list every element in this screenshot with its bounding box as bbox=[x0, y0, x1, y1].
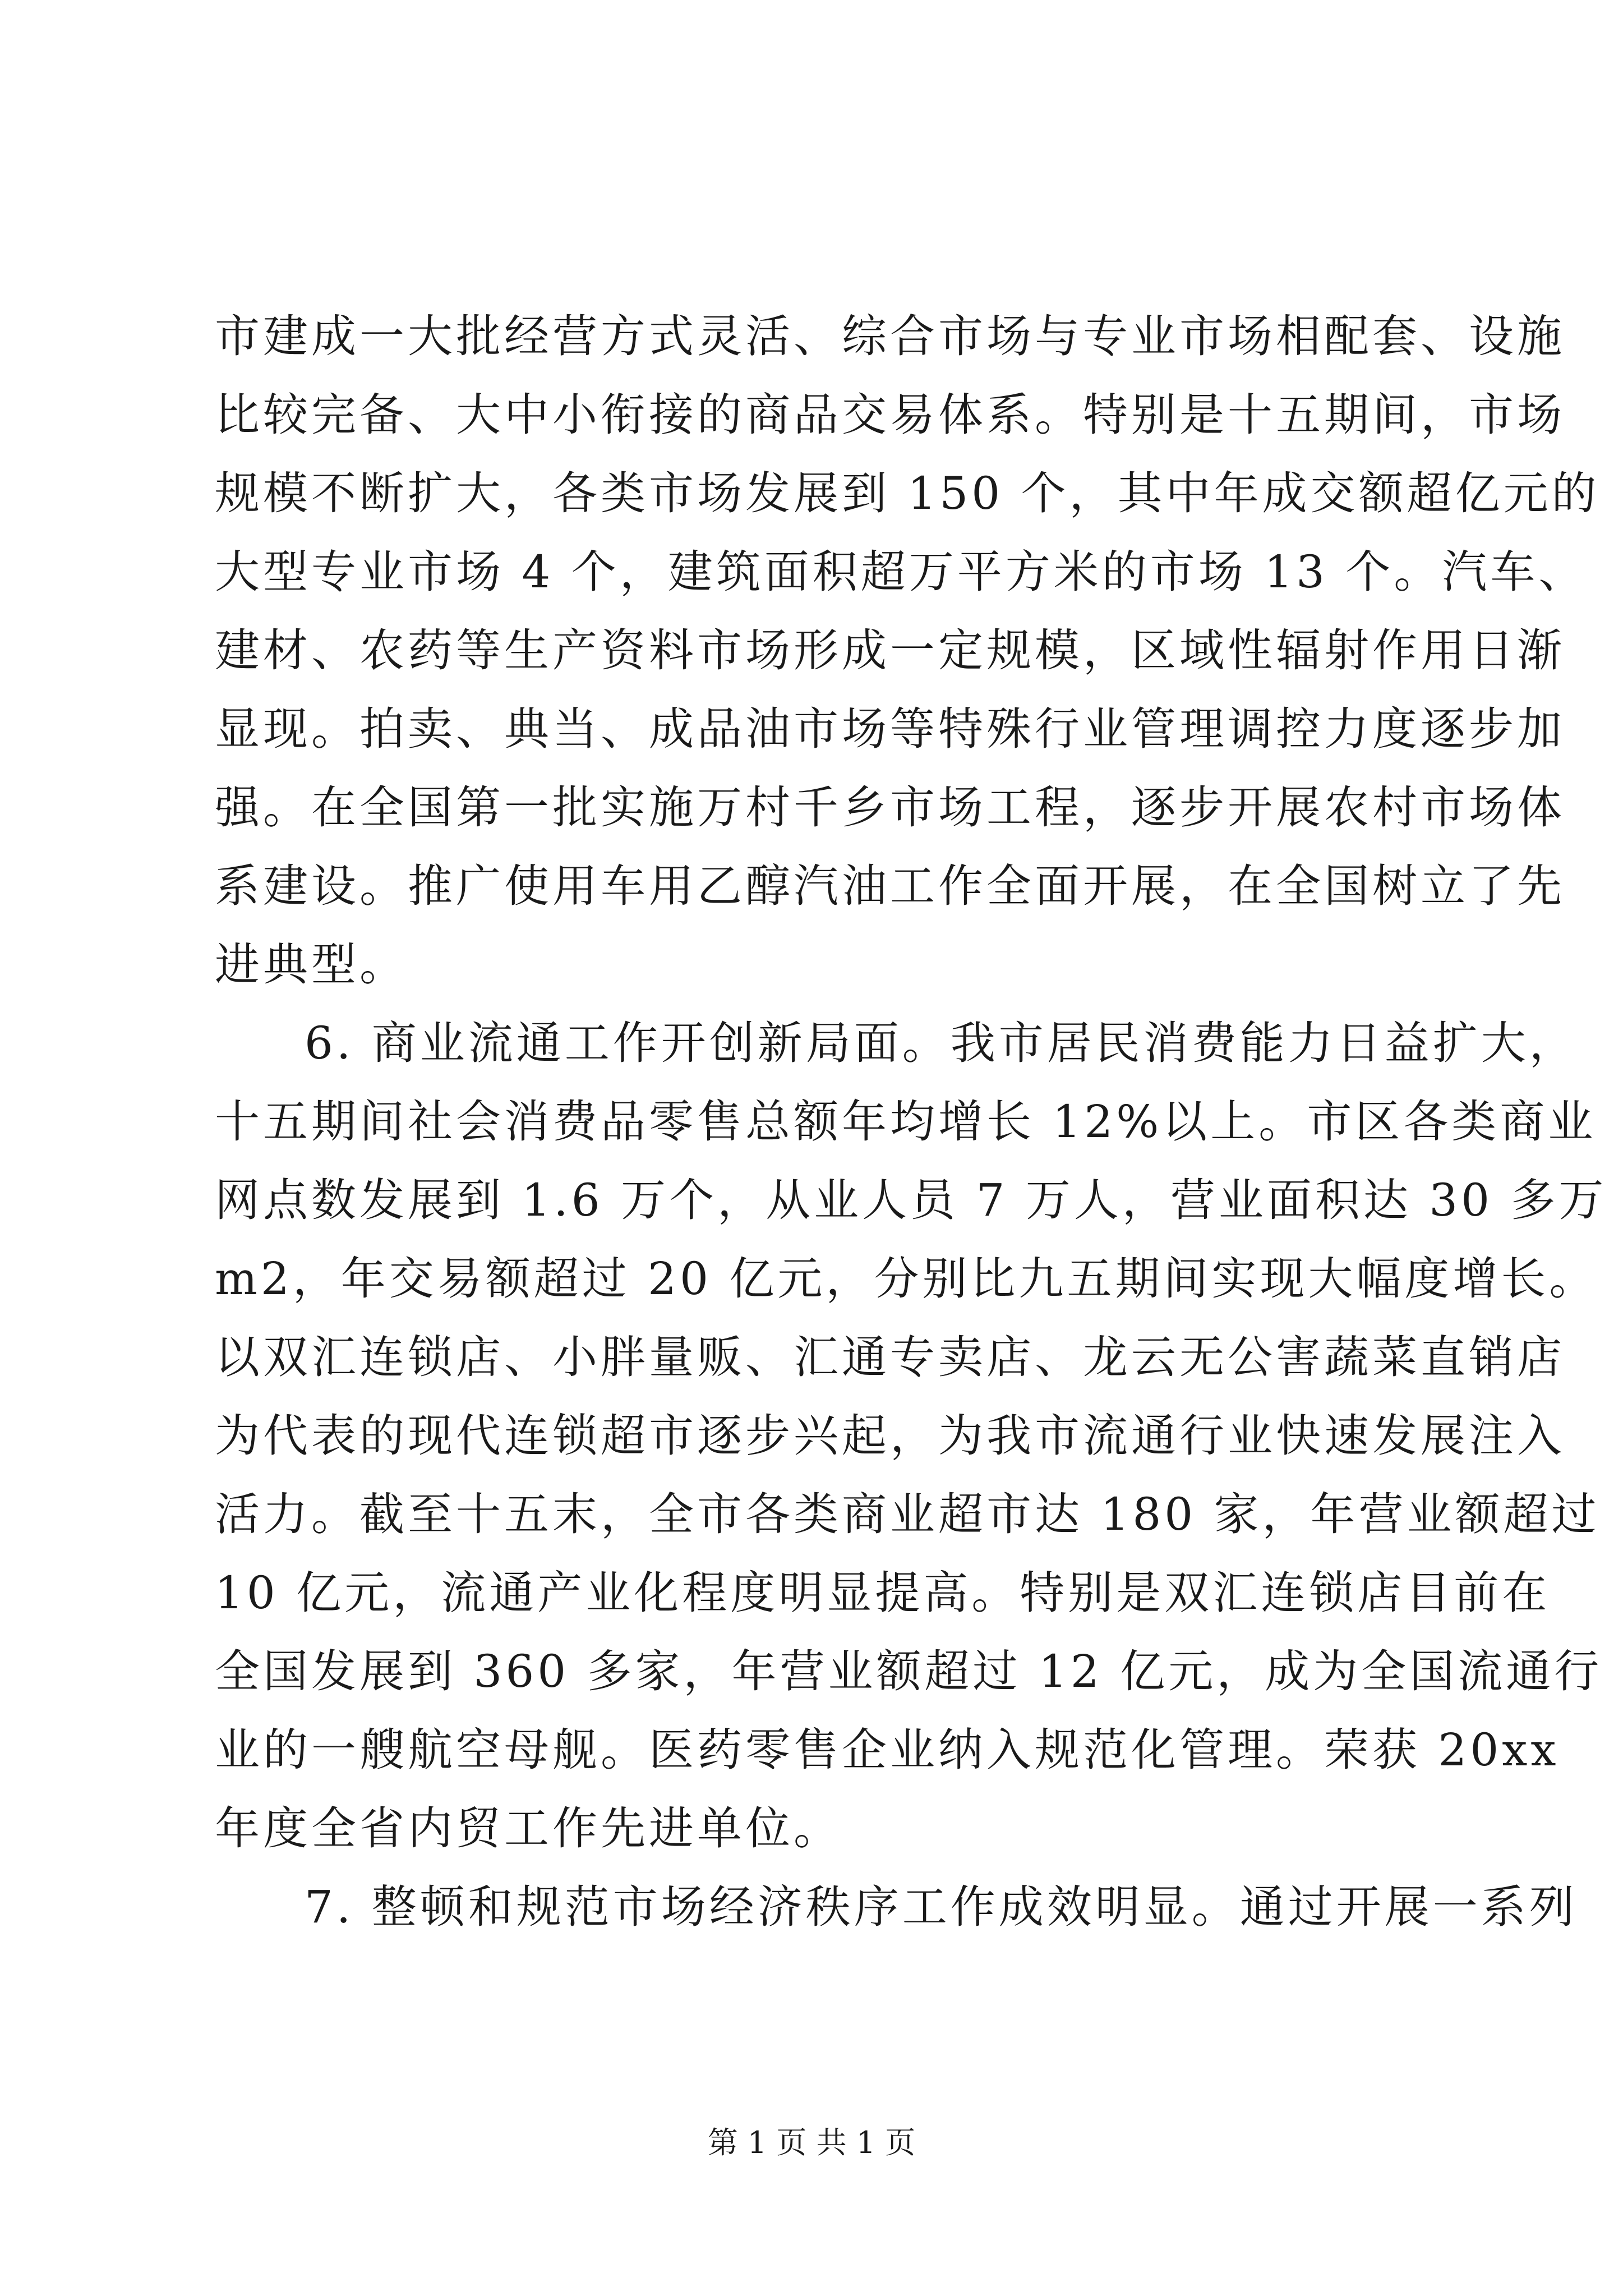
text-line: 十五期间社会消费品零售总额年均增长 12%以上。市区各类商业 bbox=[215, 1096, 1597, 1148]
text-line: 建材、农药等生产资料市场形成一定规模，区域性辐射作用日渐 bbox=[215, 624, 1565, 677]
text-line: 业的一艘航空母舰。医药零售企业纳入规范化管理。荣获 20xx bbox=[215, 1724, 1560, 1776]
text-line: 规模不断扩大，各类市场发展到 150 个，其中年成交额超亿元的 bbox=[215, 467, 1600, 519]
text-line: 活力。截至十五末，全市各类商业超市达 180 家，年营业额超过 bbox=[215, 1488, 1600, 1540]
text-line: m2，年交易额超过 20 亿元，分别比九五期间实现大幅度增长。 bbox=[215, 1253, 1598, 1305]
text-line: 为代表的现代连锁超市逐步兴起，为我市流通行业快速发展注入 bbox=[215, 1410, 1565, 1462]
paragraph-7-start: 7. 整顿和规范市场经济秩序工作成效明显。通过开展一系列 bbox=[305, 1881, 1578, 1933]
text-line: 比较完备、大中小衔接的商品交易体系。特别是十五期间，市场 bbox=[215, 389, 1565, 441]
text-line: 大型专业市场 4 个，建筑面积超万平方米的市场 13 个。汽车、 bbox=[215, 546, 1587, 598]
text-line: 网点数发展到 1.6 万个，从业人员 7 万人，营业面积达 30 多万 bbox=[215, 1174, 1607, 1226]
page-footer: 第 1 页 共 1 页 bbox=[707, 2125, 916, 2160]
text-line: 市建成一大批经营方式灵活、综合市场与专业市场相配套、设施 bbox=[215, 310, 1565, 362]
text-line: 系建设。推广使用车用乙醇汽油工作全面开展，在全国树立了先 bbox=[215, 860, 1565, 912]
text-line: 年度全省内贸工作先进单位。 bbox=[215, 1802, 842, 1855]
body-text bbox=[215, 297, 1607, 1947]
text-line: 10 亿元，流通产业化程度明显提高。特别是双汇连锁店目前在 bbox=[215, 1567, 1551, 1619]
text-line: 进典型。 bbox=[215, 938, 408, 991]
paragraph-6-start: 6. 商业流通工作开创新局面。我市居民消费能力日益扩大， bbox=[305, 1017, 1578, 1069]
text-line: 全国发展到 360 多家，年营业额超过 12 亿元，成为全国流通行 bbox=[215, 1645, 1603, 1697]
text-line: 以双汇连锁店、小胖量贩、汇通专卖店、龙云无公害蔬菜直销店 bbox=[215, 1331, 1565, 1383]
text-line: 强。在全国第一批实施万村千乡市场工程，逐步开展农村市场体 bbox=[215, 781, 1565, 834]
text-line: 显现。拍卖、典当、成品油市场等特殊行业管理调控力度逐步加 bbox=[215, 703, 1565, 755]
